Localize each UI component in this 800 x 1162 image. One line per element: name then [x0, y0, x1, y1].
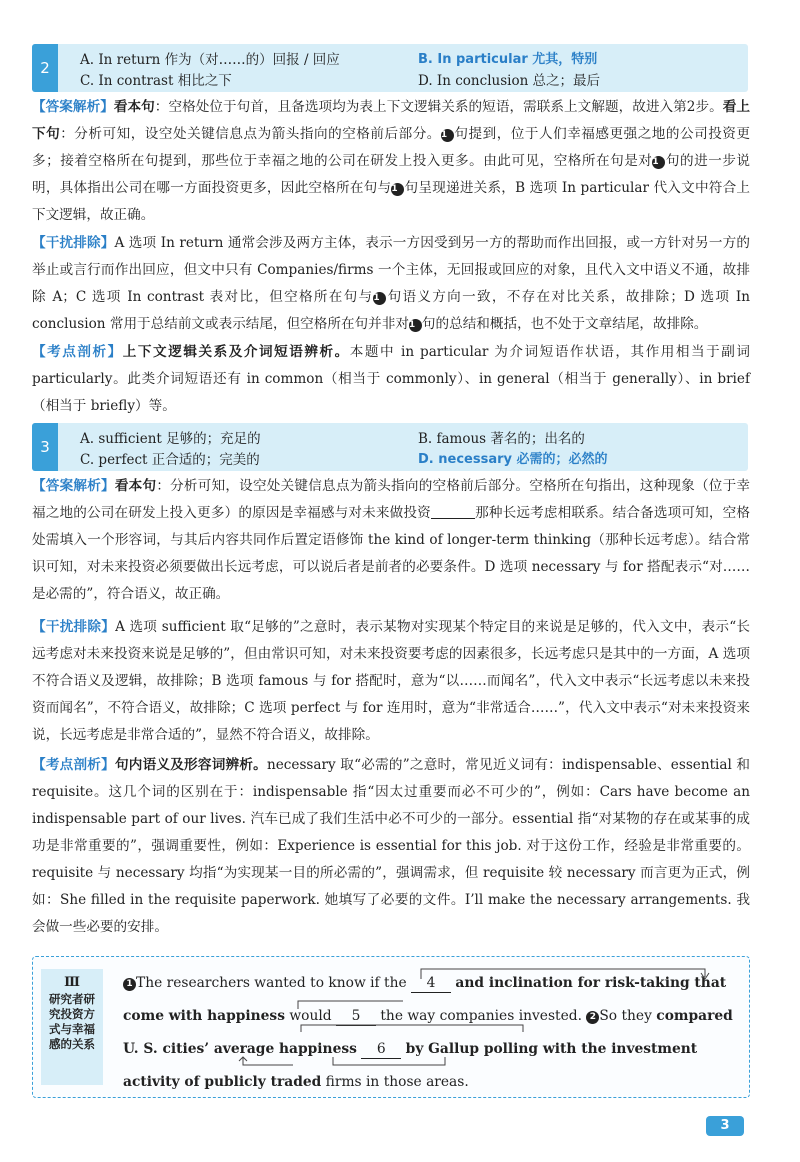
circled-number-icon: 1 [652, 156, 665, 169]
q3-options-box [32, 423, 748, 471]
q3-option-b: B. famous 著名的；出名的 [418, 431, 585, 447]
q2-analysis-tag: 【答案解析】 [32, 99, 114, 115]
q3-analysis-lead: 看本句 [114, 478, 157, 494]
q3-option-a: A. sufficient 足够的；充足的 [80, 431, 261, 447]
q3-distractor [32, 614, 750, 749]
q3-distractor-tag: 【干扰排除】 [32, 619, 116, 635]
q2-point-text: 本题中 in particular 为介词短语作状语，其作用相当于副词 particularly。此类介词短语还有 in common（相当于 commonly）、in general（相当于 generally）、in brief（相当于 briefly）等。 [32, 344, 751, 414]
q2-analysis [32, 94, 750, 229]
q2-option-b-correct: B. In particular 尤其，特别 [418, 52, 598, 67]
q2-distractor-t2: 句语义方向一致，不存在对比关系，故排除；D 选项 In conclusion 常用于总结前文或表示结尾，但空格所在句并非对 [32, 289, 750, 332]
section-3-passage [123, 967, 735, 1099]
q2-distractor-tag: 【干扰排除】 [32, 235, 115, 251]
q3-option-d-correct: D. necessary 必需的；必然的 [418, 452, 608, 467]
q2-point-tag: 【考点剖析】 [32, 344, 123, 360]
q3-point-tag: 【考点剖析】 [32, 757, 115, 773]
q3-analysis-t2: 那种长远考虑相联系。结合备选项可知，空格处需填入一个形容词，与其后内容共同作后置定语修饰 the kind of longer-term thinking（那种长远考虑）。结合常识可知，对未来投资必须要做出长远考虑，可以说后者是前者的必要条件。D 选项 necessary 与 for 搭配表示“对……是必需的”，符合语义，故正确。 [32, 505, 751, 602]
passage-s1b: and inclination for risk-taking that come with happiness [123, 975, 727, 1024]
passage-s1a: The researchers wanted to know if the [136, 975, 407, 991]
passage-s2c: by Gallup polling with the investment activity of publicly traded [123, 1041, 698, 1090]
q2-option-a: A. In return 作为（对……的）回报 / 回应 [80, 52, 340, 68]
q2-distractor-t1: A 选项 In return 通常会涉及两方主体，表示一方因受到另一方的帮助而作出回报，或一方针对另一方的举止或言行而作出回应，但文中只有 Companies/firms 一个主体，无回报或回应的对象，且代入文中语义不通，故排除 A；C 选项 In contrast 表对比，但空格所在句与 [32, 235, 750, 305]
answer-blank [431, 504, 475, 519]
page-number: 3 [706, 1116, 744, 1136]
q3-analysis [32, 473, 750, 608]
q2-analysis-p2a: ：分析可知，设空处关键信息点为箭头指向的空格前后部分。 [60, 126, 441, 142]
q2-option-d: D. In conclusion 总之；最后 [418, 73, 601, 89]
q2-distractor [32, 230, 750, 338]
section-3-title: 研究者研究投资方式与幸福感的关系 [49, 992, 95, 1051]
q3-point-title: 句内语义及形容词辨析。 [114, 757, 267, 773]
circled-number-icon: 1 [373, 292, 386, 305]
circled-number-icon: 1 [409, 319, 422, 332]
blank-6: 6 [361, 1040, 401, 1059]
q2-analysis-lead: 看本句 [113, 99, 155, 115]
section-3-box [32, 956, 750, 1098]
q2-option-c: C. In contrast 相比之下 [80, 73, 232, 89]
passage-s2b: compared U. S. cities’ average happiness [123, 1008, 733, 1057]
q2-options-box [32, 44, 748, 92]
q2-number: 2 [32, 44, 58, 92]
q3-analysis-t1: ：分析可知，设空处关键信息点为箭头指向的空格前后部分。空格所在句指出，这种现象（位于幸福之地的公司在研发上投入更多）的原因是幸福感与对未来做投资 [32, 478, 751, 521]
passage-s1c: would [289, 1008, 332, 1024]
circled-number-icon: 1 [391, 183, 404, 196]
q2-analysis-p2b: 句提到，位于人们幸福感更强之地的公司投资更多；接着空格所在句提到，那些位于幸福之地的公司在研发上投入更多。由此可见，空格所在句是对 [32, 126, 751, 169]
q2-analysis-lead2: 看上下句 [32, 99, 751, 142]
circled-number-icon: 1 [123, 978, 136, 991]
q2-point [32, 339, 750, 420]
passage-s2a: So they [599, 1008, 652, 1024]
circled-number-icon: 1 [441, 129, 454, 142]
q3-option-c: C. perfect 正合适的；完美的 [80, 452, 260, 468]
section-3-label [41, 969, 103, 1085]
q3-analysis-tag: 【答案解析】 [32, 478, 115, 494]
section-3-roman: Ⅲ [64, 975, 80, 990]
q2-analysis-p1: ：空格处位于句首，且备选项均为表上下文逻辑关系的短语，需联系上文解题，故进入第2步。 [154, 99, 723, 115]
q3-point-text: necessary 取“必需的”之意时，常见近义词有：indispensable、essential 和 requisite。这几个词的区别在于：indispensable 指“因太过重要而必不可少的”，例如：Cars have become an indispensable part of our lives. 汽车已成了我们生活中必不可少的一部分。essential 指“对某物的存在或某事的成功是非常重要的”，强调重要性，例如：Experience is essential for this job. 对于这份工作，经验是非常重要的。requisite 与 necessary 均指“为实现某一目的所必需的”，强调需求，但 requisite 较 necessary 而言更为正式，例如：She filled in the requisite paperwork. 她填写了必要的文件。I’ll make the necessary arrangements. 我会做一些必要的安排。 [32, 757, 750, 935]
circled-number-icon: 2 [586, 1011, 599, 1024]
q2-point-title: 上下文逻辑关系及介词短语辨析。 [122, 344, 350, 360]
q2-distractor-t3: 句的总结和概括，也不处于文章结尾，故排除。 [421, 316, 708, 332]
q3-point [32, 752, 750, 941]
passage-s2d: firms in those areas. [325, 1074, 469, 1090]
blank-4: 4 [411, 974, 451, 993]
blank-5: 5 [336, 1007, 376, 1026]
q2-analysis-p2d: 句呈现递进关系，B 选项 In particular 代入文中符合上下文逻辑，故正确。 [32, 180, 750, 223]
q2-analysis-p2c: 句的进一步说明，具体指出公司在哪一方面投资更多，因此空格所在句与 [32, 153, 751, 196]
q3-distractor-text: A 选项 sufficient 取“足够的”之意时，表示某物对实现某个特定目的来说是足够的，代入文中，表示“长远考虑对未来投资来说是足够的”，但由常识可知，对未来投资要考虑的因素很多，长远考虑只是其中的一方面，A 选项不符合语义及逻辑，故排除；B 选项 famous 与 for 搭配时，意为“以……而闻名”，代入文中表示“长远考虑以未来投资而闻名”，不符合语义，故排除；C 选项 perfect 与 for 连用时，意为“非常适合……”，代入文中表示“对未来投资来说，长远考虑是非常合适的”，显然不符合语义，故排除。 [32, 619, 751, 743]
passage-s1d: the way companies invested. [380, 1008, 582, 1024]
q3-number: 3 [32, 423, 58, 471]
